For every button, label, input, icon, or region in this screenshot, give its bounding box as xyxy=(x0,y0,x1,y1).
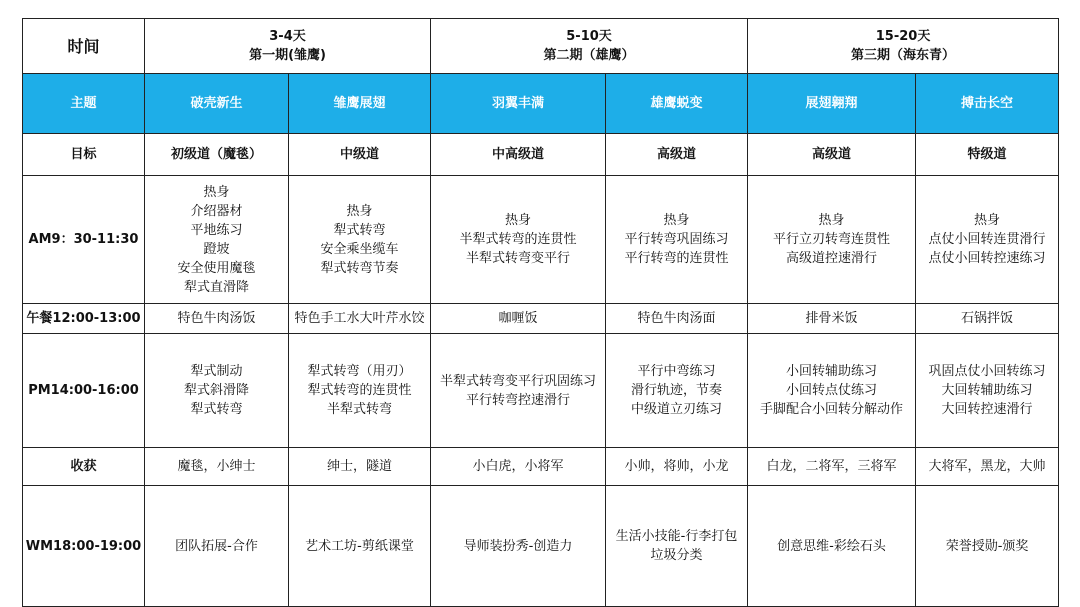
am-activity: 热身 xyxy=(203,184,230,200)
pm-activity: 犁式转弯 xyxy=(190,402,243,417)
goal-cell: 中高级道 xyxy=(431,134,606,176)
am-row xyxy=(23,176,1059,304)
pm-activity: 大回转辅助练习 xyxy=(941,383,1033,398)
time-header: 时间 xyxy=(23,19,145,74)
pm-activity: 中级道立刃练习 xyxy=(631,402,723,417)
pm-activity: 平行转弯控速滑行 xyxy=(466,392,571,408)
training-schedule-table xyxy=(22,18,1059,607)
evening-activity: 团队拓展-合作 xyxy=(175,538,258,554)
lunch-label: 午餐12:00-13:00 xyxy=(23,304,145,334)
am-activity: 高级道控速滑行 xyxy=(786,251,878,266)
evening-cell xyxy=(289,486,431,607)
period-2-header xyxy=(431,19,748,74)
period-1-header xyxy=(145,19,431,74)
pm-activity: 犁式转弯的连贯性 xyxy=(307,383,412,398)
pm-activity: 半犁式转弯 xyxy=(327,402,393,417)
pm-label: PM14:00-16:00 xyxy=(23,334,145,448)
evening-cell xyxy=(431,486,606,607)
am-activity: 热身 xyxy=(505,213,532,228)
pm-cell xyxy=(431,334,606,448)
pm-activity: 巩固点仗小回转练习 xyxy=(928,364,1046,379)
lunch-cell: 特色手工水大叶芹水饺 xyxy=(289,304,431,334)
pm-row xyxy=(23,334,1059,448)
lunch-row xyxy=(23,304,1059,334)
am-activity: 点仗小回转连贯滑行 xyxy=(928,232,1046,247)
pm-activity: 犁式转弯（用刃） xyxy=(307,364,412,379)
pm-cell xyxy=(606,334,748,448)
period-2-name: 第二期（雄鹰） xyxy=(543,48,635,63)
evening-cell xyxy=(606,486,748,607)
lunch-cell: 特色牛肉汤饭 xyxy=(145,304,289,334)
evening-activity: 导师装扮秀-创造力 xyxy=(463,538,573,554)
lunch-cell: 特色牛肉汤面 xyxy=(606,304,748,334)
theme-cell: 羽翼丰满 xyxy=(431,74,606,134)
am-cell xyxy=(431,176,606,304)
period-header-row xyxy=(23,19,1059,74)
harvest-row xyxy=(23,448,1059,486)
am-activity: 平行立刃转弯连贯性 xyxy=(773,232,891,247)
theme-row xyxy=(23,74,1059,134)
goal-label: 目标 xyxy=(23,134,145,176)
goal-cell: 中级道 xyxy=(289,134,431,176)
am-activity: 平行转弯巩固练习 xyxy=(624,232,729,247)
am-cell xyxy=(606,176,748,304)
evening-cell xyxy=(916,486,1059,607)
period-3-name: 第三期（海东青） xyxy=(851,48,956,63)
harvest-cell: 魔毯，小绅士 xyxy=(145,448,289,486)
lunch-cell: 石锅拌饭 xyxy=(916,304,1059,334)
harvest-cell: 白龙，二将军，三将军 xyxy=(748,448,916,486)
theme-label: 主题 xyxy=(23,74,145,134)
pm-activity: 滑行轨迹，节奏 xyxy=(631,383,723,398)
harvest-cell: 小帅，将帅，小龙 xyxy=(606,448,748,486)
am-label: AM9：30-11:30 xyxy=(23,176,145,304)
theme-cell: 展翅翱翔 xyxy=(748,74,916,134)
pm-activity: 小回转点仗练习 xyxy=(786,383,878,398)
period-3-header xyxy=(748,19,1059,74)
pm-activity: 手脚配合小回转分解动作 xyxy=(760,402,904,417)
goal-row xyxy=(23,134,1059,176)
am-cell xyxy=(289,176,431,304)
pm-activity: 大回转控速滑行 xyxy=(941,402,1033,417)
theme-cell: 雏鹰展翅 xyxy=(289,74,431,134)
evening-activity: 垃圾分类 xyxy=(650,548,703,563)
am-activity: 半犁式转弯的连贯性 xyxy=(459,232,577,247)
am-activity: 热身 xyxy=(818,213,845,228)
period-1-name: 第一期(雏鹰) xyxy=(249,48,326,63)
am-cell xyxy=(916,176,1059,304)
am-activity: 半犁式转弯变平行 xyxy=(466,251,571,266)
evening-row xyxy=(23,486,1059,607)
evening-activity: 创意思维-彩绘石头 xyxy=(777,538,886,554)
evening-activity: 生活小技能-行李打包 xyxy=(615,529,738,544)
goal-cell: 高级道 xyxy=(606,134,748,176)
pm-activity: 犁式斜滑降 xyxy=(183,383,249,398)
am-cell xyxy=(145,176,289,304)
period-3-days: 15-20天 xyxy=(875,29,931,44)
pm-activity: 犁式制动 xyxy=(190,364,243,379)
pm-cell xyxy=(145,334,289,448)
am-activity: 安全乘坐缆车 xyxy=(320,241,399,257)
am-cell xyxy=(748,176,916,304)
pm-activity: 小回转辅助练习 xyxy=(786,364,878,379)
pm-cell xyxy=(748,334,916,448)
goal-cell: 特级道 xyxy=(916,134,1059,176)
lunch-cell: 咖喱饭 xyxy=(431,304,606,334)
am-activity: 蹬坡 xyxy=(203,241,230,257)
am-activity: 犁式转弯节奏 xyxy=(320,260,399,276)
pm-activity: 半犁式转弯变平行巩固练习 xyxy=(440,373,597,389)
harvest-label: 收获 xyxy=(23,448,145,486)
evening-label: WM18:00-19:00 xyxy=(23,486,145,607)
am-activity: 点仗小回转控速练习 xyxy=(928,251,1046,266)
pm-cell xyxy=(289,334,431,448)
evening-cell xyxy=(748,486,916,607)
goal-cell: 高级道 xyxy=(748,134,916,176)
theme-cell: 破壳新生 xyxy=(145,74,289,134)
evening-activity: 艺术工坊-剪纸课堂 xyxy=(305,538,414,554)
am-activity: 介绍器材 xyxy=(190,203,243,219)
period-2-days: 5-10天 xyxy=(566,29,612,44)
am-activity: 犁式直滑降 xyxy=(183,279,249,295)
am-activity: 安全使用魔毯 xyxy=(177,260,256,276)
theme-cell: 搏击长空 xyxy=(916,74,1059,134)
am-activity: 犁式转弯 xyxy=(333,222,386,238)
harvest-cell: 大将军，黑龙，大帅 xyxy=(916,448,1059,486)
period-1-days: 3-4天 xyxy=(269,29,306,44)
am-activity: 热身 xyxy=(346,203,373,219)
am-activity: 平行转弯的连贯性 xyxy=(624,251,729,266)
evening-cell xyxy=(145,486,289,607)
am-activity: 热身 xyxy=(974,213,1001,228)
am-activity: 平地练习 xyxy=(190,222,243,238)
pm-cell xyxy=(916,334,1059,448)
lunch-cell: 排骨米饭 xyxy=(748,304,916,334)
theme-cell: 雄鹰蜕变 xyxy=(606,74,748,134)
harvest-cell: 小白虎，小将军 xyxy=(431,448,606,486)
goal-cell: 初级道（魔毯） xyxy=(145,134,289,176)
harvest-cell: 绅士，隧道 xyxy=(289,448,431,486)
evening-activity: 荣誉授勋-颁奖 xyxy=(945,538,1029,554)
pm-activity: 平行中弯练习 xyxy=(637,364,716,379)
am-activity: 热身 xyxy=(663,213,690,228)
